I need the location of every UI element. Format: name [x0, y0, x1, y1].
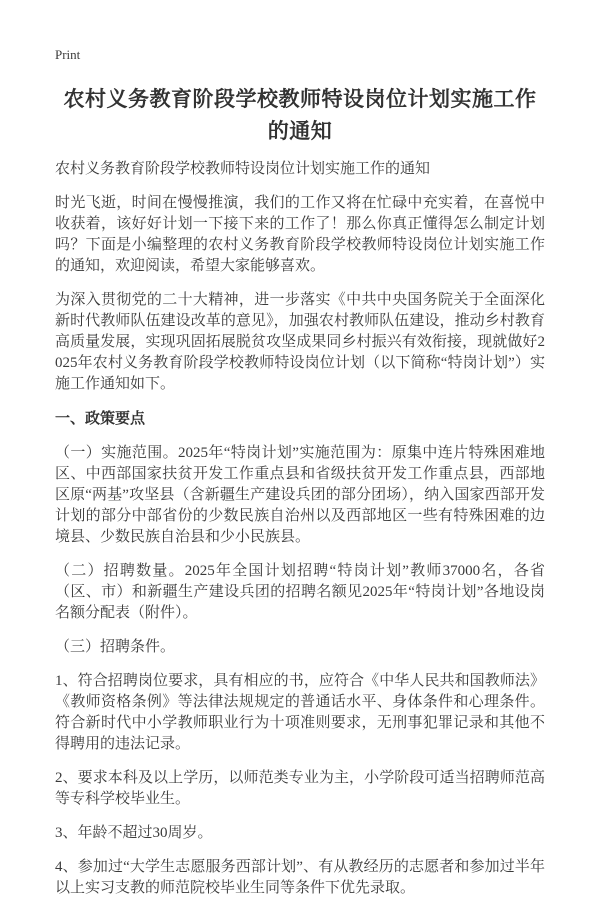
condition-item-1: 1、符合招聘岗位要求，具有相应的书，应符合《中华人民共和国教师法》《教师资格条例》等法律法规规定的普通话水平、身体条件和心理条件。符合新时代中小学教师职业行为十项准则要求，无刑事犯罪记录和其他不得聘用的违法记录。 — [55, 673, 545, 752]
document-title: 农村义务教育阶段学校教师特设岗位计划实施工作的通知 — [63, 87, 537, 143]
paragraph-recruitment-quantity: （二）招聘数量。2025年全国计划招聘“特岗计划”教师37000名，各省（区、市）和新疆生产建设兵团的招聘名额见2025年“特岗计划”各地设岗名额分配表（附件）。 — [55, 563, 545, 621]
condition-item-3: 3、年龄不超过30周岁。 — [55, 825, 213, 841]
condition-item-4: 4、参加过“大学生志愿服务西部计划”、有从教经历的志愿者和参加过半年以上实习支教的师范院校毕业生同等条件下优先录取。 — [55, 859, 545, 896]
paragraph-intro: 时光飞逝，时间在慢慢推演，我们的工作又将在忙碌中充实着，在喜悦中收获着，该好好计划一下接下来的工作了！那么你真正懂得怎么制定计划吗？下面是小编整理的农村义务教育阶段学校教师特设岗位计划实施工作的通知，欢迎阅读，希望大家能够喜欢。 — [55, 195, 545, 274]
print-link[interactable]: Print — [55, 47, 81, 62]
paragraph-recruitment-conditions-label: （三）招聘条件。 — [55, 639, 176, 655]
section-heading-policy-points: 一、政策要点 — [55, 411, 146, 427]
paragraph-implementation-scope: （一）实施范围。2025年“特岗计划”实施范围为：原集中连片特殊困难地区、中西部国家扶贫开发工作重点县和省级扶贫开发工作重点县，西部地区原“两基”攻坚县（含新疆生产建设兵团的部分团场），纳入国家西部开发计划的部分中部省份的少数民族自治州以及西部地区一些有特殊困难的边境县、少数民族自治县和少小民族县。 — [55, 445, 545, 545]
document-subtitle: 农村义务教育阶段学校教师特设岗位计划实施工作的通知 — [55, 161, 431, 177]
paragraph-background: 为深入贯彻党的二十大精神，进一步落实《中共中央国务院关于全面深化新时代教师队伍建设改革的意见》，加强农村教师队伍建设，推动乡村教育高质量发展，实现巩固拓展脱贫攻坚成果同乡村振兴有效衔接，现就做好2025年农村义务教育阶段学校教师特设岗位计划（以下简称“特岗计划”）实施工作通知如下。 — [55, 292, 545, 392]
condition-item-2: 2、要求本科及以上学历，以师范类专业为主，小学阶段可适当招聘师范高等专科学校毕业生。 — [55, 770, 545, 807]
